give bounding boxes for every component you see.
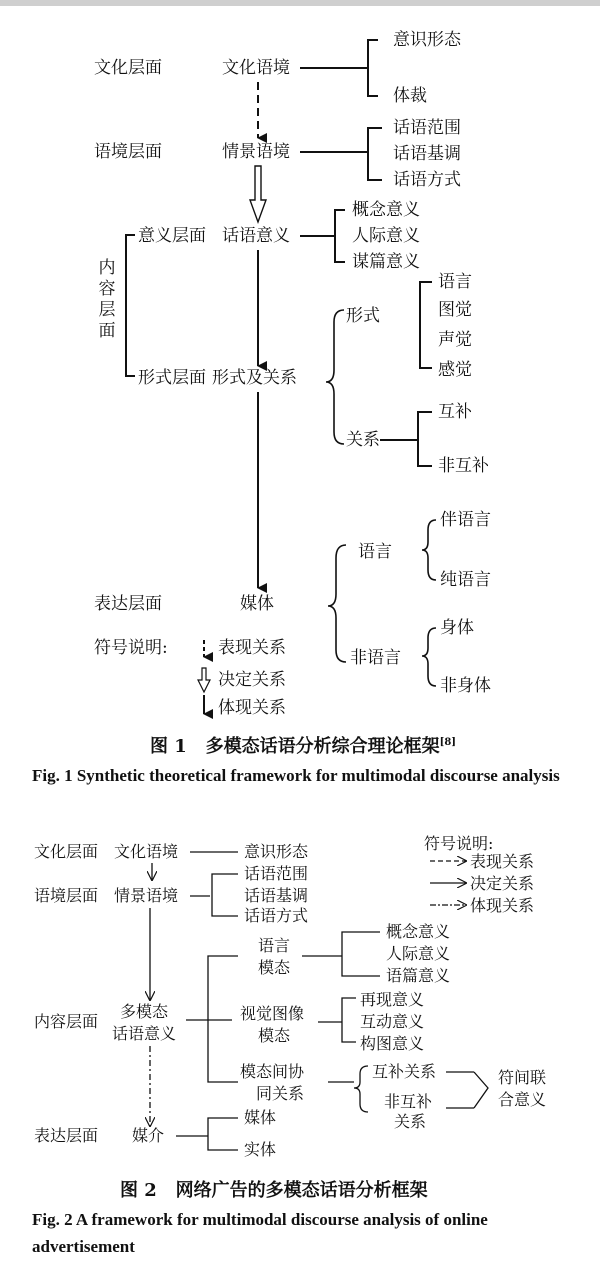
fig1-tenor: 话语基调 — [393, 144, 461, 164]
fig2-field: 话语范围 — [244, 864, 309, 883]
fig1-level-meaning: 意义层面 — [138, 226, 206, 246]
fig1-form-sense: 感觉 — [438, 360, 472, 380]
fig1-legend-realize: 表现关系 — [218, 638, 286, 658]
fig1-culture-context: 文化语境 — [222, 58, 290, 78]
fig2-intersemiotic-line2: 合意义 — [498, 1090, 547, 1109]
fig2-legend-embody: 体现关系 — [470, 896, 535, 915]
fig2-multimodal-line1: 多模态 — [120, 1002, 169, 1021]
fig1-form-relation: 形式及关系 — [212, 368, 297, 388]
fig1-form-language: 语言 — [438, 272, 472, 292]
fig1-media: 媒体 — [240, 594, 274, 614]
fig1-level-form: 形式层面 — [138, 368, 206, 388]
fig2-intersemiotic-line1: 符间联 — [498, 1068, 547, 1087]
fig1-pure-language: 纯语言 — [440, 570, 491, 590]
fig2-level-content: 内容层面 — [34, 1012, 99, 1031]
fig1-form-label: 形式 — [346, 306, 380, 326]
fig2-noncomplement-line2: 关系 — [394, 1112, 427, 1131]
fig2-mode: 话语方式 — [244, 906, 309, 925]
fig1-textual: 谋篇意义 — [352, 252, 420, 272]
fig1-caption-en: Fig. 1 Synthetic theoretical framework for multimodal discourse analysis — [32, 766, 560, 785]
fig1-legend-embody: 体现关系 — [218, 698, 286, 718]
fig2-level-culture: 文化层面 — [34, 842, 99, 861]
fig1-field: 话语范围 — [393, 118, 461, 138]
fig2-visual-mode-line2: 模态 — [258, 1026, 291, 1045]
fig1-para-language: 伴语言 — [440, 510, 491, 530]
fig1-ideational: 概念意义 — [352, 200, 420, 220]
fig1-situation-context: 情景语境 — [222, 142, 290, 162]
fig2-level-context: 语境层面 — [34, 886, 99, 905]
fig1-genre: 体裁 — [393, 86, 427, 106]
fig2-media: 媒体 — [244, 1108, 277, 1127]
fig2-caption-en: Fig. 2 A framework for multimodal discourse analysis of online advertisement — [32, 1210, 488, 1256]
fig2-entity: 实体 — [244, 1140, 277, 1159]
fig1-caption-ref: [8] — [439, 737, 457, 748]
fig2-medium: 媒介 — [132, 1126, 165, 1145]
fig2-synergy-line2: 同关系 — [256, 1084, 305, 1103]
fig2-legend-realize: 表现关系 — [470, 852, 535, 871]
fig2-complement: 互补关系 — [372, 1062, 437, 1081]
fig2-language-mode-line1: 语言 — [258, 936, 291, 955]
fig1-relation-label: 关系 — [346, 430, 380, 450]
fig2-compositional: 构图意义 — [360, 1034, 425, 1053]
fig1-ideology: 意识形态 — [393, 30, 461, 50]
fig1-nonlanguage-label: 非语言 — [350, 648, 401, 668]
fig2-synergy-line1: 模态间协 — [240, 1062, 305, 1081]
fig2-language-mode-line2: 模态 — [258, 958, 291, 977]
fig2-ideational: 概念意义 — [386, 922, 451, 941]
fig1-body: 身体 — [440, 618, 474, 638]
fig2-visual-mode-line1: 视觉图像 — [240, 1004, 305, 1023]
fig2-caption-text: 网络广告的多模态话语分析框架 — [175, 1180, 428, 1201]
fig1-level-culture: 文化层面 — [94, 58, 162, 78]
fig1-noncomplement: 非互补 — [438, 456, 489, 476]
fig2-level-expression: 表达层面 — [34, 1126, 99, 1145]
fig1-legend-determine: 决定关系 — [218, 670, 286, 690]
fig1-interpersonal: 人际意义 — [352, 226, 420, 246]
fig1-level-expression: 表达层面 — [94, 594, 162, 614]
fig2-noncomplement-line1: 非互补 — [384, 1092, 433, 1111]
fig2-interactive: 互动意义 — [360, 1012, 425, 1031]
fig2-ideology: 意识形态 — [244, 842, 309, 861]
fig1-form-visual: 图觉 — [438, 300, 472, 320]
fig1-caption-text: 多模态话语分析综合理论框架 — [205, 736, 440, 757]
fig2-legend-title: 符号说明: — [424, 834, 494, 853]
fig2-caption-num: 图 2 — [120, 1180, 157, 1201]
fig1-language-label: 语言 — [358, 542, 392, 562]
fig2-legend-determine: 决定关系 — [470, 874, 535, 893]
fig1-legend-title: 符号说明: — [94, 638, 168, 658]
fig2-tenor: 话语基调 — [244, 886, 309, 905]
fig2-multimodal-line2: 话语意义 — [112, 1024, 177, 1043]
fig1-complement: 互补 — [438, 402, 472, 422]
fig1-level-context: 语境层面 — [94, 142, 162, 162]
fig2-representational: 再现意义 — [360, 990, 425, 1009]
fig1-form-audio: 声觉 — [438, 330, 472, 350]
fig1-discourse-meaning: 话语意义 — [222, 226, 290, 246]
fig1-level-content: 内 容 层 面 — [98, 258, 116, 341]
fig2-textual: 语篇意义 — [386, 966, 451, 985]
fig2-interpersonal: 人际意义 — [386, 944, 451, 963]
fig1-nonbody: 非身体 — [440, 676, 491, 696]
fig1-caption-num: 图 1 — [150, 736, 187, 757]
fig1-mode: 话语方式 — [393, 170, 461, 190]
fig2-culture-context: 文化语境 — [114, 842, 179, 861]
fig2-situation-context: 情景语境 — [114, 886, 179, 905]
fig2-caption — [120, 1176, 428, 1202]
